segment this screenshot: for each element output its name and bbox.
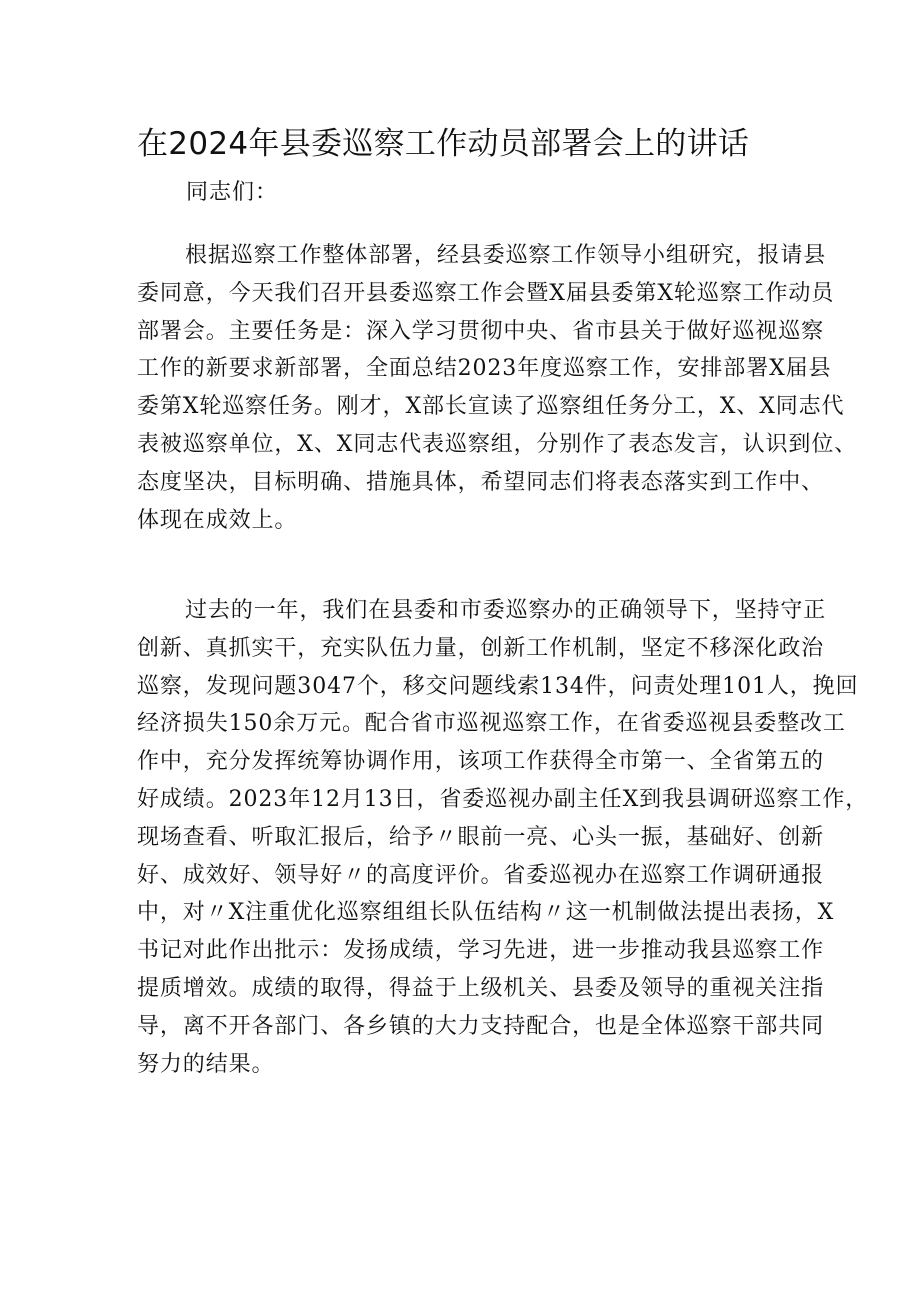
- paragraph-line: 好成绩。2023年12月13日，省委巡视办副主任X到我县调研巡察工作，: [137, 786, 869, 812]
- paragraph-line: 体现在成效上。: [137, 507, 298, 533]
- paragraph-line: 委同意，今天我们召开县委巡察工作会暨X届县委第X轮巡察工作动员: [137, 280, 835, 306]
- paragraph-line: 表被巡察单位，X、X同志代表巡察组，分别作了表态发言，认识到位、: [137, 431, 858, 457]
- document-title: 在2024年县委巡察工作动员部署会上的讲话: [137, 126, 750, 162]
- paragraph-line: 作中，充分发挥统筹协调作用，该项工作获得全市第一、全省第五的: [137, 749, 825, 775]
- paragraph-line: 工作的新要求新部署，全面总结2023年度巡察工作，安排部署X届县: [137, 356, 832, 382]
- paragraph-line: 好、成效好、领导好〃的高度评价。省委巡视办在巡察工作调研通报: [137, 862, 825, 888]
- paragraph-line: 现场查看、听取汇报后，给予〃眼前一亮、心头一振，基础好、创新: [137, 824, 825, 850]
- paragraph-line: 创新、真抓实干，充实队伍力量，创新工作机制，坚定不移深化政治: [137, 635, 825, 661]
- paragraph-1: [137, 237, 858, 539]
- paragraph-line: 努力的结果。: [137, 1051, 275, 1077]
- paragraph-line: 提质增效。成绩的取得，得益于上级机关、县委及领导的重视关注指: [137, 975, 825, 1001]
- paragraph-line: 过去的一年，我们在县委和市委巡察办的正确领导下，坚持守正: [185, 598, 827, 623]
- paragraph-line: 部署会。主要任务是：深入学习贯彻中央、省市县关于做好巡视巡察: [137, 318, 825, 344]
- paragraph-line: 经济损失150余万元。配合省市巡视巡察工作，在省委巡视县委整改工: [137, 711, 846, 737]
- paragraph-line: 中，对〃X注重优化巡察组组长队伍结构〃这一机制做法提出表扬，X: [137, 900, 835, 926]
- paragraph-line: 巡察，发现问题3047个，移交问题线索134件，问责处理101人，挽回: [137, 673, 859, 699]
- paragraph-line: 委第X轮巡察任务。刚才，X部长宣读了巡察组任务分工，X、X同志代: [137, 394, 845, 420]
- paragraph-2: [137, 592, 869, 1083]
- paragraph-line: 导，离不开各部门、各乡镇的大力支持配合，也是全体巡察干部共同: [137, 1013, 825, 1039]
- paragraph-line: 书记对此作出批示：发扬成绩，学习先进，进一步推动我县巡察工作: [137, 938, 825, 964]
- paragraph-line: 根据巡察工作整体部署，经县委巡察工作领导小组研究，报请县: [185, 243, 827, 268]
- salutation: 同志们：: [186, 180, 279, 205]
- paragraph-line: 态度坚决，目标明确、措施具体，希望同志们将表态落实到工作中、: [137, 469, 825, 495]
